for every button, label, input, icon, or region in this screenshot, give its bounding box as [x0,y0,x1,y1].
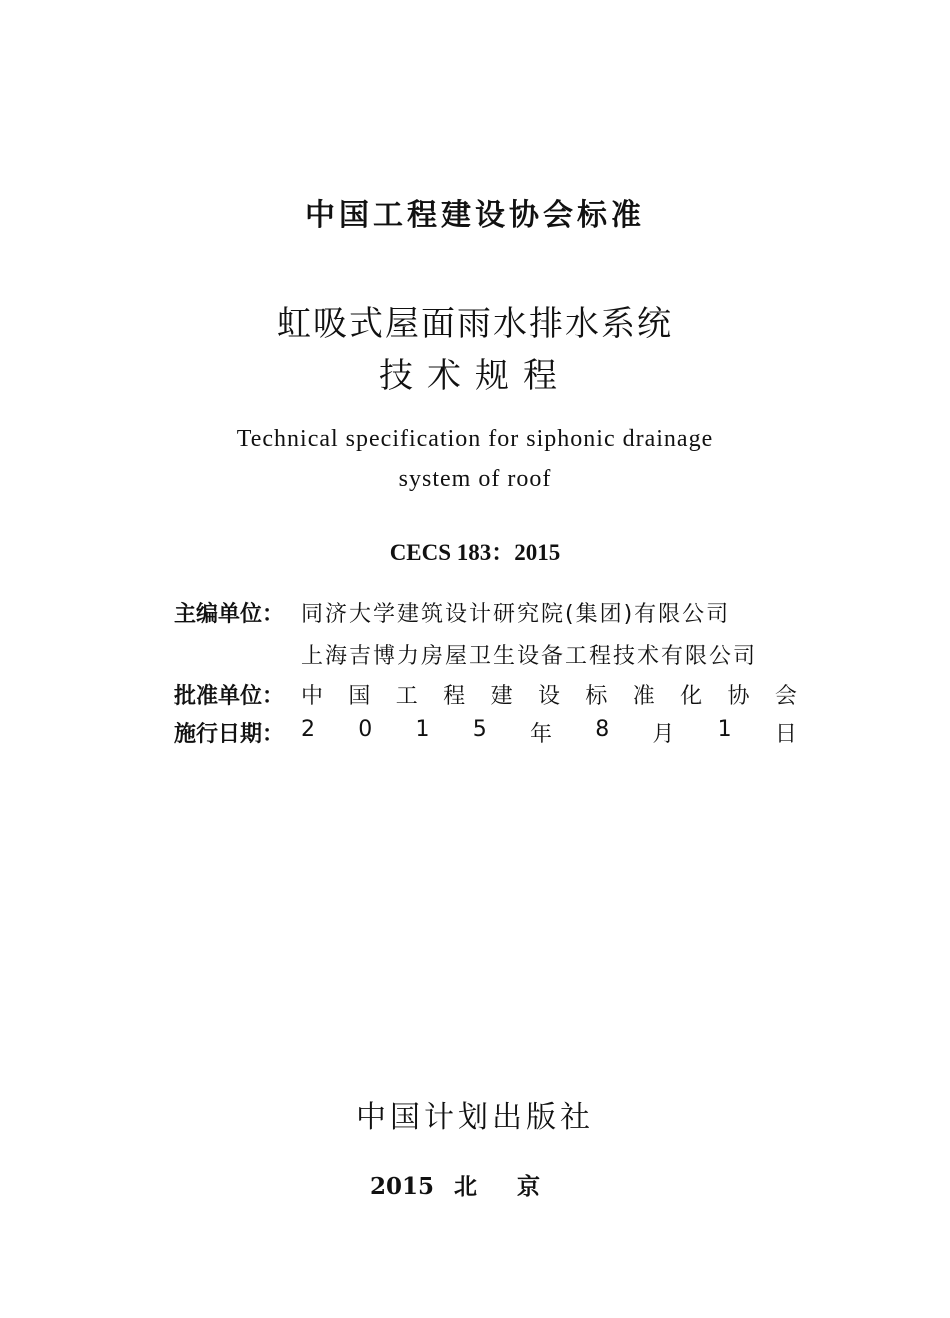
effective-date-char: 1 [415,716,432,742]
publisher-name: 中国计划出版社 [356,1100,594,1135]
approval-row [174,678,799,710]
effective-date-char: 2 [301,716,317,742]
effective-date-char: 8 [595,716,612,742]
effective-date-char: 1 [717,716,734,742]
publication-year: 2015 [369,1173,434,1200]
chief-editor-row-2 [174,638,799,670]
chief-editor-label: 主编单位： [174,601,285,627]
effective-date-char: 5 [472,716,489,742]
effective-date-char: 年 [529,721,554,747]
approval-char: 标 [585,683,610,709]
english-title-line2: system of roof [398,466,552,492]
effective-date-char: 月 [652,721,677,747]
approval-char: 中 [301,683,326,709]
document-title-line1: 虹吸式屋面雨水排水系统 [277,304,673,344]
chief-editor-value-2: 上海吉博力房屋卫生设备工程技术有限公司 [301,643,758,669]
approval-char: 化 [680,683,705,709]
document-title-line2: 技术规程 [379,356,571,396]
english-title-line1: Technical specification for siphonic drainage [236,426,714,452]
publication-place [0,1168,950,1201]
chief-editor-row [174,596,799,628]
standard-code: CECS 183：2015 [389,540,561,565]
approval-char: 协 [727,683,752,709]
effective-date-value [301,717,799,748]
approval-char: 国 [348,683,373,709]
approval-char: 准 [632,683,657,709]
effective-date-char: 0 [358,716,375,742]
series-title: 中国工程建设协会标准 [305,198,645,233]
approval-char: 工 [395,683,420,709]
approval-label: 批准单位： [174,683,285,709]
chief-editor-value-1: 同济大学建筑设计研究院(集团)有限公司 [301,601,731,627]
approval-char: 建 [490,683,515,709]
effective-date-char: 日 [774,721,799,747]
approval-value [301,679,799,710]
approval-char: 设 [537,683,562,709]
approval-char: 会 [774,683,799,709]
effective-date-row [174,716,799,748]
effective-date-label: 施行日期： [174,721,285,747]
approval-char: 程 [443,683,468,709]
publication-city: 北京 [454,1173,580,1200]
